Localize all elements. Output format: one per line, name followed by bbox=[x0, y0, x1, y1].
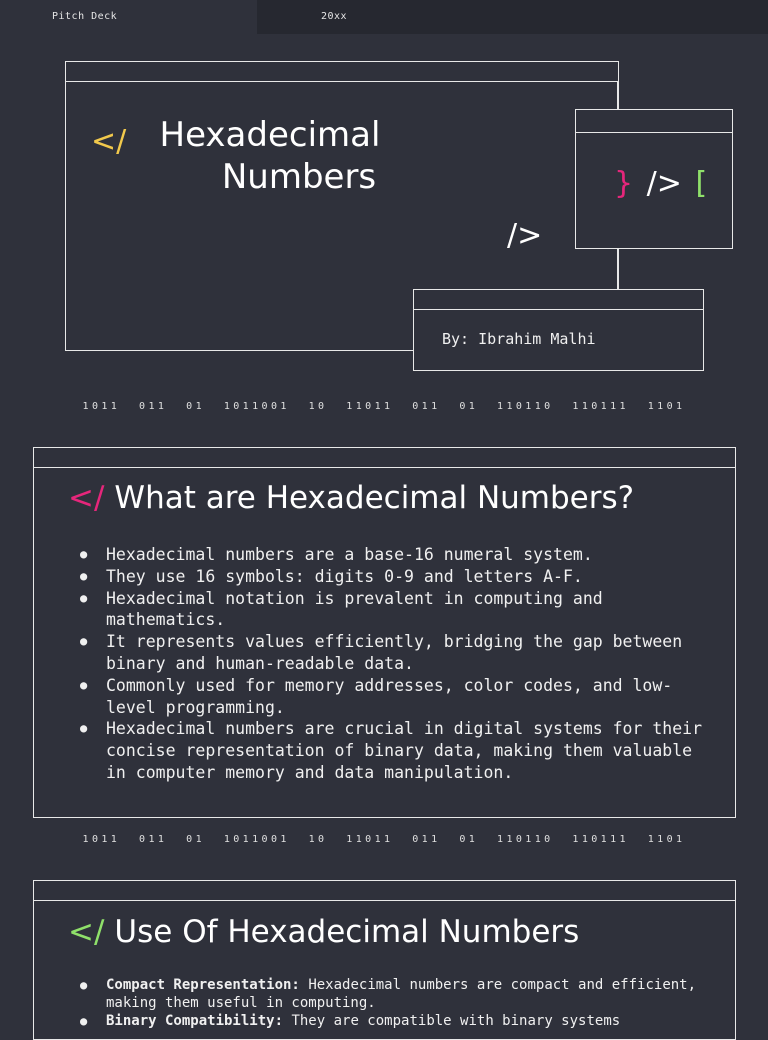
title-line-2: Numbers bbox=[221, 157, 377, 197]
code-tag-symbol: </ bbox=[91, 124, 127, 159]
author-name: By: Ibrahim Malhi bbox=[442, 330, 596, 348]
item-term: Binary Compatibility: bbox=[106, 1013, 284, 1029]
section-heading: What are Hexadecimal Numbers? bbox=[114, 480, 635, 516]
section-title-what bbox=[68, 480, 634, 516]
list-item bbox=[78, 1012, 718, 1030]
item-term: Compact Representation: bbox=[106, 977, 300, 993]
code-close-symbol: /> bbox=[507, 218, 543, 253]
top-bar bbox=[0, 0, 768, 34]
binary-strip: 1011 011 01 1011001 10 11011 011 01 110110 110111 1101 bbox=[82, 401, 686, 412]
list-item: ● Hexadecimal numbers are a base-16 numeral system. bbox=[78, 544, 718, 566]
window-title-bar bbox=[414, 290, 703, 310]
page-title bbox=[150, 114, 390, 198]
brace-symbol: } bbox=[614, 166, 634, 201]
window-title-bar bbox=[576, 110, 732, 133]
usage-list bbox=[78, 976, 718, 1030]
list-item: ● Hexadecimal notation is prevalent in computing and mathematics. bbox=[78, 588, 718, 632]
list-item: ● Hexadecimal numbers are crucial in digital systems for their concise representation of binary data, making them valuable in computer memory and data manipulation. bbox=[78, 718, 718, 783]
close-tag-symbol: /> bbox=[646, 166, 682, 201]
section-title-use bbox=[68, 914, 579, 950]
title-line-1: Hexadecimal bbox=[159, 115, 381, 155]
connector-line bbox=[617, 81, 618, 111]
code-tag-symbol: </ bbox=[68, 480, 105, 516]
list-item: ● It represents values efficiently, bridging the gap between binary and human-readable data. bbox=[78, 631, 718, 675]
top-bar-left bbox=[0, 0, 257, 34]
binary-strip: 1011 011 01 1011001 10 11011 011 01 110110 110111 1101 bbox=[82, 834, 686, 845]
connector-line bbox=[617, 248, 618, 291]
definition-list bbox=[78, 544, 718, 784]
list-item bbox=[78, 976, 718, 1012]
list-item: ● They use 16 symbols: digits 0-9 and letters A-F. bbox=[78, 566, 718, 588]
bracket-symbol: [ bbox=[695, 166, 708, 201]
item-text: They are compatible with binary systems bbox=[291, 1013, 621, 1029]
window-title-bar bbox=[34, 881, 735, 901]
year-label: 20xx bbox=[321, 11, 348, 22]
code-tag-symbol: </ bbox=[68, 914, 105, 950]
window-title-bar bbox=[34, 448, 735, 468]
item-text: Hexadecimal numbers are compact and efficient, making them useful in computing. bbox=[106, 977, 697, 1011]
deck-label: Pitch Deck bbox=[52, 11, 118, 22]
section-heading: Use Of Hexadecimal Numbers bbox=[114, 914, 580, 950]
card-code-symbols bbox=[614, 166, 707, 201]
list-item: ● Commonly used for memory addresses, color codes, and low-level programming. bbox=[78, 675, 718, 719]
window-title-bar bbox=[66, 62, 618, 82]
